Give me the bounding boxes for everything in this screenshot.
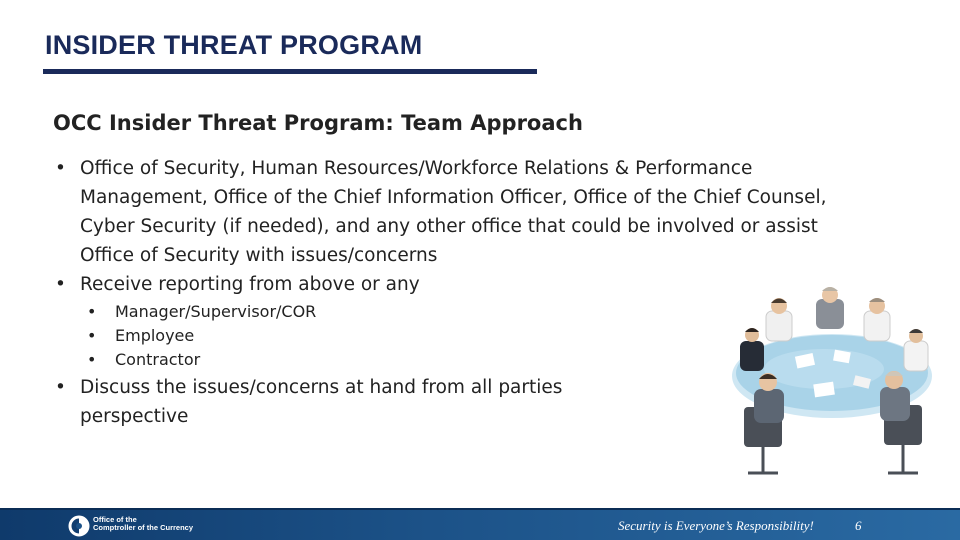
org-name-line1: Office of the <box>93 515 137 524</box>
footer-org-name <box>93 516 193 532</box>
sub-bullet-item: • Contractor <box>53 348 873 372</box>
bullet-item: • Receive reporting from above or any <box>53 270 873 299</box>
footer-bar <box>0 508 960 540</box>
bullet-item: • Office of Security, Human Resources/Workforce Relations & Performance Management, Office of the Chief Information Officer, Office of the Chief Counsel, Cyber Security (if needed), and any other office that could be involved or assist Office of Security with issues/concerns <box>53 154 870 270</box>
sub-bullet-item: • Employee <box>53 324 873 348</box>
occ-logo-icon <box>68 515 90 537</box>
page-number: 6 <box>855 518 862 533</box>
footer-tagline: Security is Everyone’s Responsibility! <box>618 518 814 533</box>
title-underline <box>43 69 537 74</box>
meeting-illustration <box>704 281 960 486</box>
slide-subtitle: OCC Insider Threat Program: Team Approach <box>53 111 583 135</box>
bullet-item: • Discuss the issues/concerns at hand from all parties perspective <box>53 373 640 431</box>
sub-bullet-item: • Manager/Supervisor/COR <box>53 300 873 324</box>
org-name-line2: Comptroller of the Currency <box>93 523 194 532</box>
slide-title: INSIDER THREAT PROGRAM <box>45 30 423 60</box>
